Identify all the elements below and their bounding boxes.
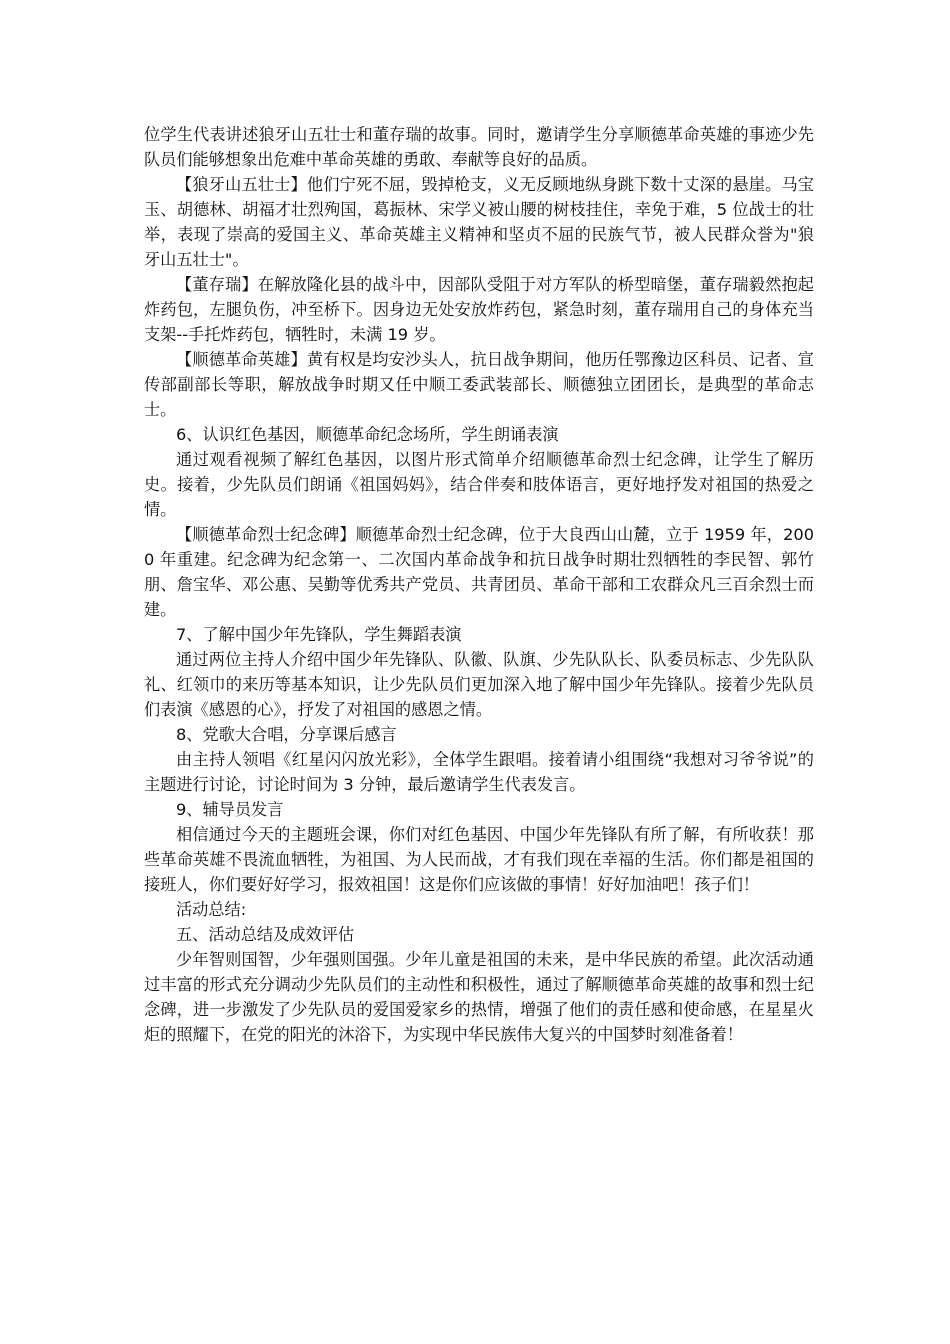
section-6-paragraph: 通过观看视频了解红色基因，以图片形式简单介绍顺德革命烈士纪念碑，让学生了解历史。接着，少先队员们朗诵《祖国妈妈》，结合伴奏和肢体语言，更好地抒发对祖国的热爱之情。 [144,450,814,519]
summary-label: 活动总结: [176,900,247,919]
langyashan-paragraph: 【狼牙山五壮士】他们宁死不屈，毁掉枪支，义无反顾地纵身跳下数十丈深的悬崖。马宝玉、胡德林、胡福才壮烈殉国，葛振林、宋学义被山腰的树枝挂住，幸免于难，5 位战士的壮举，表现了崇高的爱国主义、革命英雄主义精神和坚贞不屈的民族气节，被人民群众誉为"狼牙山五壮士"。 [144,175,814,269]
section-9-paragraph: 相信通过今天的主题班会课，你们对红色基因、中国少年先锋队有所了解，有所收获！那些革命英雄不畏流血牺牲，为祖国、为人民而战，才有我们现在幸福的生活。你们都是祖国的接班人，你们要好好学习，报效祖国！这是你们应该做的事情！好好加油吧！孩子们！ [144,825,814,894]
section-6-heading: 6、认识红色基因，顺德革命纪念场所，学生朗诵表演 [176,425,559,444]
section-8-heading: 8、党歌大合唱，分享课后感言 [176,725,397,744]
section-7-paragraph: 通过两位主持人介绍中国少年先锋队、队徽、队旗、少先队队长、队委员标志、少先队队礼、红领巾的来历等基本知识，让少先队员们更加深入地了解中国少年先锋队。接着少先队员们表演《感恩的心》，抒发了对祖国的感恩之情。 [144,650,814,719]
section-7-heading: 7、了解中国少年先锋队，学生舞蹈表演 [176,625,462,644]
intro-paragraph: 位学生代表讲述狼牙山五壮士和董存瑞的故事。同时，邀请学生分享顺德革命英雄的事迹少先队员们能够想象出危难中革命英雄的勇敢、奉献等良好的品质。 [144,125,814,169]
shunde-hero-paragraph: 【顺德革命英雄】黄有权是均安沙头人，抗日战争期间，他历任鄂豫边区科员、记者、宣传部副部长等职，解放战争时期又任中顺工委武装部长、顺德独立团团长，是典型的革命志士。 [144,350,814,419]
monument-paragraph: 【顺德革命烈士纪念碑】顺德革命烈士纪念碑，位于大良西山山麓，立于 1959 年，2000 年重建。纪念碑为纪念第一、二次国内革命战争和抗日战争时期壮烈牺牲的李民智、郭竹朋、詹宝华、邓公惠、吴勤等优秀共产党员、共青团员、革命干部和工农群众凡三百余烈士而建。 [144,525,814,619]
section-8-paragraph: 由主持人领唱《红星闪闪放光彩》，全体学生跟唱。接着请小组围绕“我想对习爷爷说”的主题进行讨论，讨论时间为 3 分钟，最后邀请学生代表发言。 [144,750,814,794]
document-body [144,122,814,1047]
section-five-heading: 五、活动总结及成效评估 [176,925,355,944]
conclusion-paragraph: 少年智则国智，少年强则国强。少年儿童是祖国的未来，是中华民族的希望。此次活动通过丰富的形式充分调动少先队员们的主动性和积极性，通过了解顺德革命英雄的故事和烈士纪念碑，进一步激发了少先队员的爱国爱家乡的热情，增强了他们的责任感和使命感，在星星火炬的照耀下，在党的阳光的沐浴下，为实现中华民族伟大复兴的中国梦时刻准备着！ [144,950,814,1044]
dongcunrui-paragraph: 【董存瑞】在解放隆化县的战斗中，因部队受阻于对方军队的桥型暗堡，董存瑞毅然抱起炸药包，左腿负伤，冲至桥下。因身边无处安放炸药包，紧急时刻，董存瑞用自己的身体充当支架--手托炸药包，牺牲时，未满 19 岁。 [144,275,814,344]
section-9-heading: 9、辅导员发言 [176,800,284,819]
